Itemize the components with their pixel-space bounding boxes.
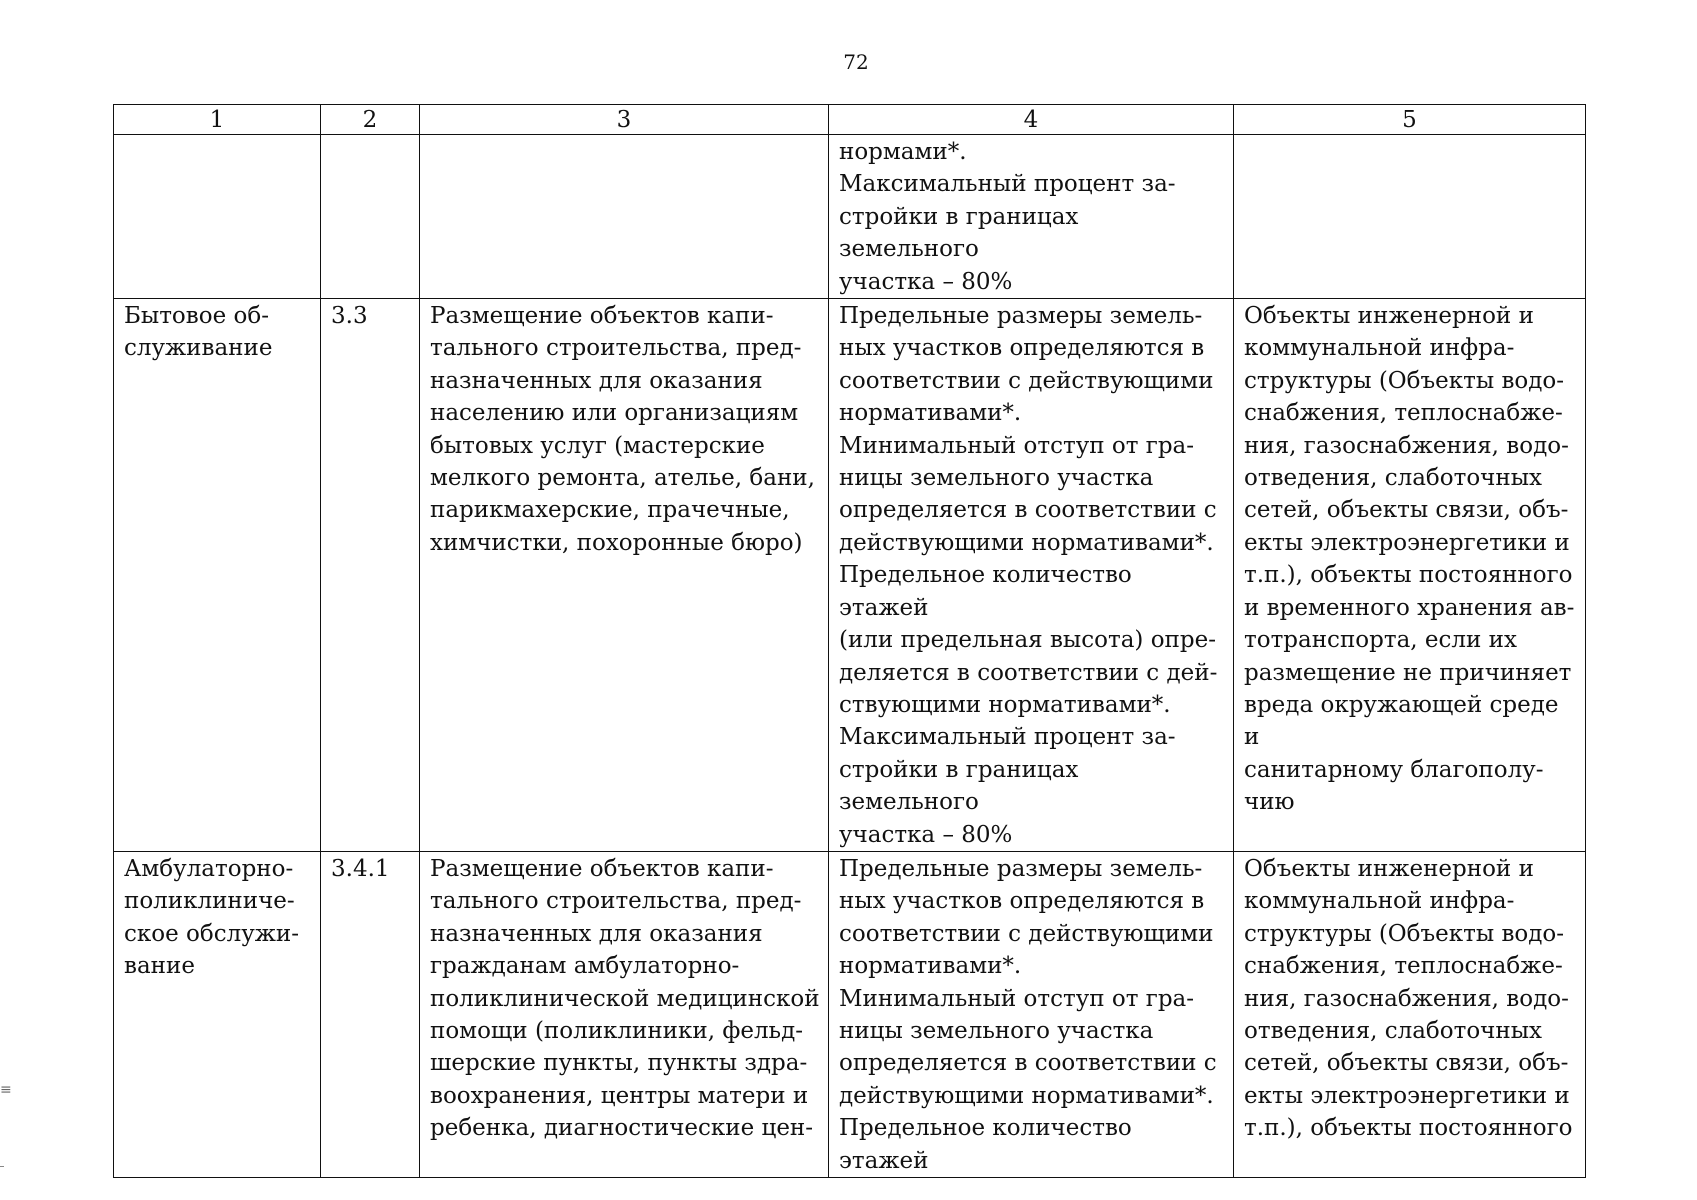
parameters-cell: нормами*. Максимальный процент за- стройки в границах земельного участка – 80% xyxy=(829,135,1234,299)
column-number-1: 1 xyxy=(114,105,321,135)
margin-mark: ≡ xyxy=(0,1082,12,1098)
parameters-cell: Предельные размеры земель- ных участков определяются в соответствии с действующими нормативами*. Минимальный отступ от гра- ницы земельного участка определяется в соответствии с действующими нормативами*. Предельное количество этажей (или предельная высота) опре- деляется в соответствии с дей- ствующими нормативами*. Максимальный процент за- стройки в границах земельного участка – 80% xyxy=(829,299,1234,852)
column-number-2: 2 xyxy=(321,105,420,135)
table-row xyxy=(114,851,1586,1177)
header-row xyxy=(114,105,1586,135)
column-number-3: 3 xyxy=(420,105,829,135)
land-use-code: 3.3 xyxy=(321,299,420,852)
page-number: 72 xyxy=(843,50,869,74)
column-number-4: 4 xyxy=(829,105,1234,135)
zoning-table xyxy=(113,104,1586,1178)
parameters-cell: Предельные размеры земель- ных участков определяются в соответствии с действующими нормативами*. Минимальный отступ от гра- ницы земельного участка определяется в соответствии с действующими нормативами*. Предельное количество этажей xyxy=(829,851,1234,1177)
margin-dash xyxy=(0,1166,4,1167)
land-use-name: Бытовое об- служивание xyxy=(114,299,321,852)
land-use-name: Амбулаторно- поликлиниче- ское обслужи- вание xyxy=(114,851,321,1177)
empty-cell xyxy=(420,135,829,299)
empty-cell xyxy=(114,135,321,299)
empty-cell xyxy=(1234,135,1586,299)
table-row xyxy=(114,299,1586,852)
column-number-5: 5 xyxy=(1234,105,1586,135)
auxiliary-uses-cell: Объекты инженерной и коммунальной инфра- структуры (Объекты водо- снабжения, теплоснабже- ния, газоснабжения, водо- отведения, слаботочных сетей, объекты связи, объ- екты электроэнергетики и т.п.), объекты постоянного xyxy=(1234,851,1586,1177)
land-use-description: Размещение объектов капи- тального строительства, пред- назначенных для оказания населению или организациям бытовых услуг (мастерские мелкого ремонта, ателье, бани, парикмахерские, прачечные, химчистки, похоронные бюро) xyxy=(420,299,829,852)
auxiliary-uses-cell: Объекты инженерной и коммунальной инфра- структуры (Объекты водо- снабжения, теплоснабже- ния, газоснабжения, водо- отведения, слаботочных сетей, объекты связи, объ- екты электроэнергетики и т.п.), объекты постоянного и временного хранения ав- тотранспорта, если их размещение не причиняет вреда окружающей среде и санитарному благополу- чию xyxy=(1234,299,1586,852)
continuation-row xyxy=(114,135,1586,299)
empty-cell xyxy=(321,135,420,299)
land-use-description: Размещение объектов капи- тального строительства, пред- назначенных для оказания гражданам амбулаторно- поликлинической медицинской помощи (поликлиники, фельд- шерские пункты, пункты здра- воохранения, центры матери и ребенка, диагностические цен- xyxy=(420,851,829,1177)
land-use-code: 3.4.1 xyxy=(321,851,420,1177)
